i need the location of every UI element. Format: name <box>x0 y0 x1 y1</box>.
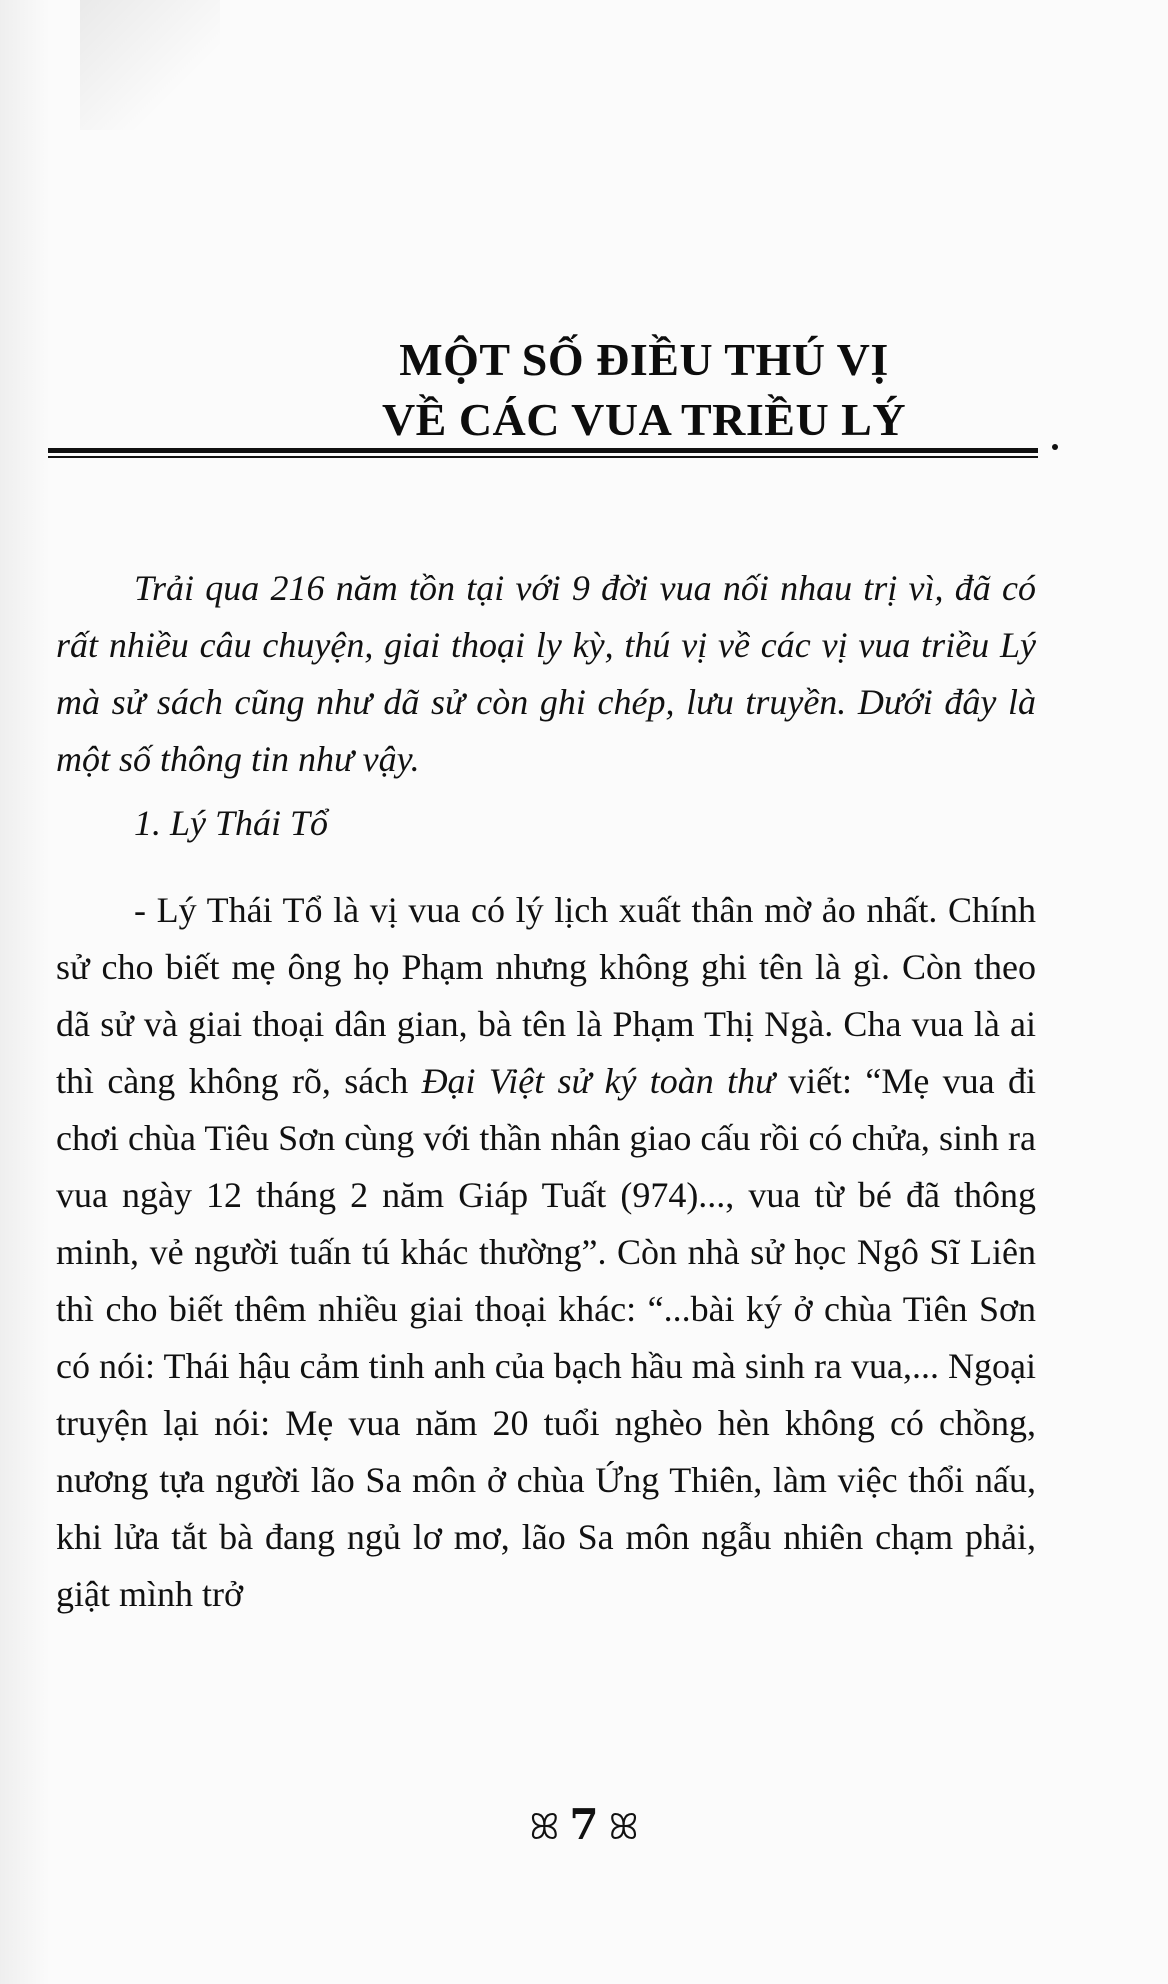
body-text-part-1: - Lý Thái Tổ là vị vua có lý lịch xuất thân mờ ảo nhất. Chính sử cho biết mẹ ông họ Phạm nhưng không ghi tên là gì. Còn theo dã sử và giai thoại dân gian, bà tên là Phạm Thị Ngà. Cha vua là ai thì càng không rõ, sách <box>56 890 1036 1101</box>
title-divider-thin <box>48 456 1038 458</box>
intro-text: Trải qua 216 năm tồn tại với 9 đời vua nối nhau trị vì, đã có rất nhiều câu chuyện, giai thoại ly kỳ, thú vị về các vị vua triều Lý mà sử sách cũng như dã sử còn ghi chép, lưu truyền. Dưới đây là một số thông tin như vậy. <box>56 568 1036 779</box>
title-divider-thick <box>48 448 1038 453</box>
book-title: Đại Việt sử ký toàn thư <box>421 1061 775 1101</box>
ornament-left-icon: ꕤ <box>529 1807 560 1848</box>
page-number: 7 <box>569 1800 599 1849</box>
divider-dot <box>1052 444 1058 450</box>
page-footer <box>0 1800 1168 1849</box>
section-heading: 1. Lý Thái Tổ <box>134 803 329 843</box>
body-text-part-2: viết: “Mẹ vua đi chơi chùa Tiêu Sơn cùng với thần nhân giao cấu rồi có chửa, sinh ra vua ngày 12 tháng 2 năm Giáp Tuất (974)..., vua từ bé đã thông minh, vẻ người tuấn tú khác thường”. Còn nhà sử học Ngô Sĩ Liên thì cho biết thêm nhiều giai thoại khác: “...bài ký ở chùa Tiên Sơn có nói: Thái hậu cảm tinh anh của bạch hầu mà sinh ra vua,... Ngoại truyện lại nói: Mẹ vua năm 20 tuổi nghèo hèn không có chồng, nương tựa người lão Sa môn ở chùa Ứng Thiên, làm việc thổi nấu, khi lửa tắt bà đang ngủ lơ mơ, lão Sa môn ngẫu nhiên chạm phải, giật mình trở <box>56 1061 1036 1614</box>
chapter-title-line-1: MỘT SỐ ĐIỀU THÚ VỊ <box>399 334 889 385</box>
body-text <box>56 882 1036 1623</box>
intro-paragraph <box>56 560 1036 788</box>
chapter-title-line-2: VỀ CÁC VUA TRIỀU LÝ <box>381 394 907 445</box>
ornament-right-icon: ꕤ <box>608 1807 639 1848</box>
page-fold-shadow <box>80 0 220 130</box>
body-paragraph <box>56 882 1036 1623</box>
chapter-title <box>0 330 1168 450</box>
